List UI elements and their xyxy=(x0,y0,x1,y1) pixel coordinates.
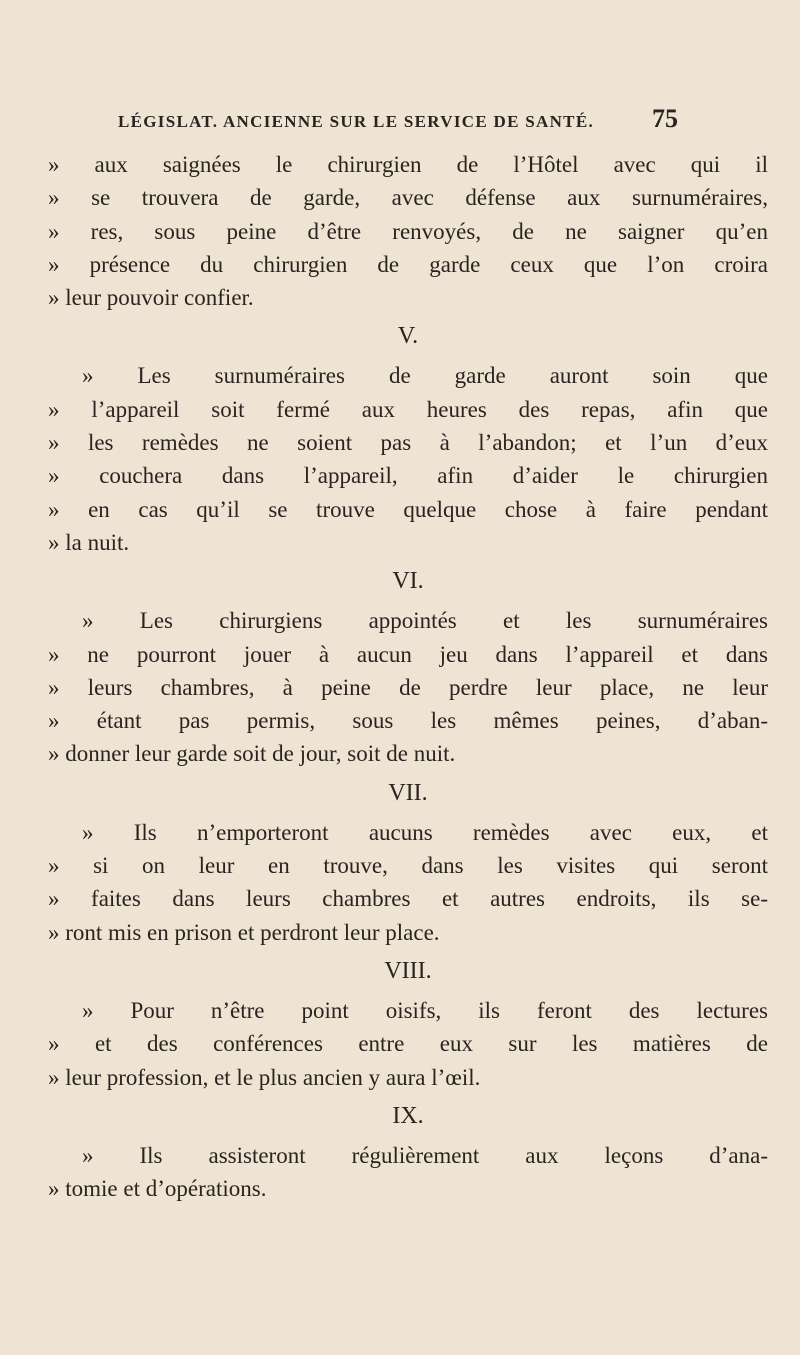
text-line: » Ils n’emporteront aucuns remèdes avec eux, et xyxy=(82,819,768,845)
text-line: » se trouvera de garde, avec défense aux surnuméraires, xyxy=(48,185,768,211)
text-line: » Ils assisteront régulièrement aux leçons d’ana- xyxy=(82,1142,768,1168)
section-heading: VIII. xyxy=(384,957,432,984)
page-number: 75 xyxy=(652,104,678,133)
text-line: » présence du chirurgien de garde ceux que l’on croira xyxy=(48,251,768,277)
text-line: » l’appareil soit fermé aux heures des repas, afin que xyxy=(48,396,768,422)
text-line: » étant pas permis, sous les mêmes peines, d’aban- xyxy=(48,708,768,734)
text-line: » res, sous peine d’être renvoyés, de ne saigner qu’en xyxy=(48,218,768,244)
section-heading: VI. xyxy=(392,568,424,595)
section-heading: VII. xyxy=(388,779,428,806)
running-title: LÉGISLAT. ANCIENNE SUR LE SERVICE DE SANTÉ. xyxy=(118,112,595,131)
text-line: » ront mis en prison et perdront leur place. xyxy=(48,919,440,945)
text-line: » Les chirurgiens appointés et les surnuméraires xyxy=(82,608,768,634)
section-heading: V. xyxy=(397,323,419,350)
paragraph xyxy=(48,994,768,1094)
text-line: » aux saignées le chirurgien de l’Hôtel avec qui il xyxy=(48,152,768,177)
text-line: » ne pourront jouer à aucun jeu dans l’appareil et dans xyxy=(48,641,768,667)
text-line: » leur profession, et le plus ancien y aura l’œil. xyxy=(48,1064,481,1090)
text-line: » faites dans leurs chambres et autres endroits, ils se- xyxy=(48,886,768,912)
text-line: » en cas qu’il se trouve quelque chose à faire pendant xyxy=(48,496,768,522)
paragraph xyxy=(48,1139,768,1206)
text-line: » si on leur en trouve, dans les visites qui seront xyxy=(48,853,768,879)
text-line: » leur pouvoir confier. xyxy=(48,285,254,311)
page-body xyxy=(48,148,768,1205)
text-line: » les remèdes ne soient pas à l’abandon; et l’un d’eux xyxy=(48,430,768,456)
text-line: » Pour n’être point oisifs, ils feront des lectures xyxy=(82,997,768,1023)
paragraph xyxy=(48,604,768,770)
text-line: » couchera dans l’appareil, afin d’aider le chirurgien xyxy=(48,463,768,489)
text-line: » leurs chambres, à peine de perdre leur place, ne leur xyxy=(48,674,768,700)
text-line: » donner leur garde soit de jour, soit de nuit. xyxy=(48,741,456,767)
text-line: » et des conférences entre eux sur les matières de xyxy=(48,1031,768,1057)
page-header xyxy=(118,104,678,134)
paragraph xyxy=(48,816,768,949)
section-heading: IX. xyxy=(392,1102,424,1129)
paragraph xyxy=(48,148,768,314)
text-line: » la nuit. xyxy=(48,529,130,555)
paragraph xyxy=(48,359,768,559)
text-line: » Les surnuméraires de garde auront soin que xyxy=(82,363,768,389)
text-line: » tomie et d’opérations. xyxy=(48,1176,267,1202)
